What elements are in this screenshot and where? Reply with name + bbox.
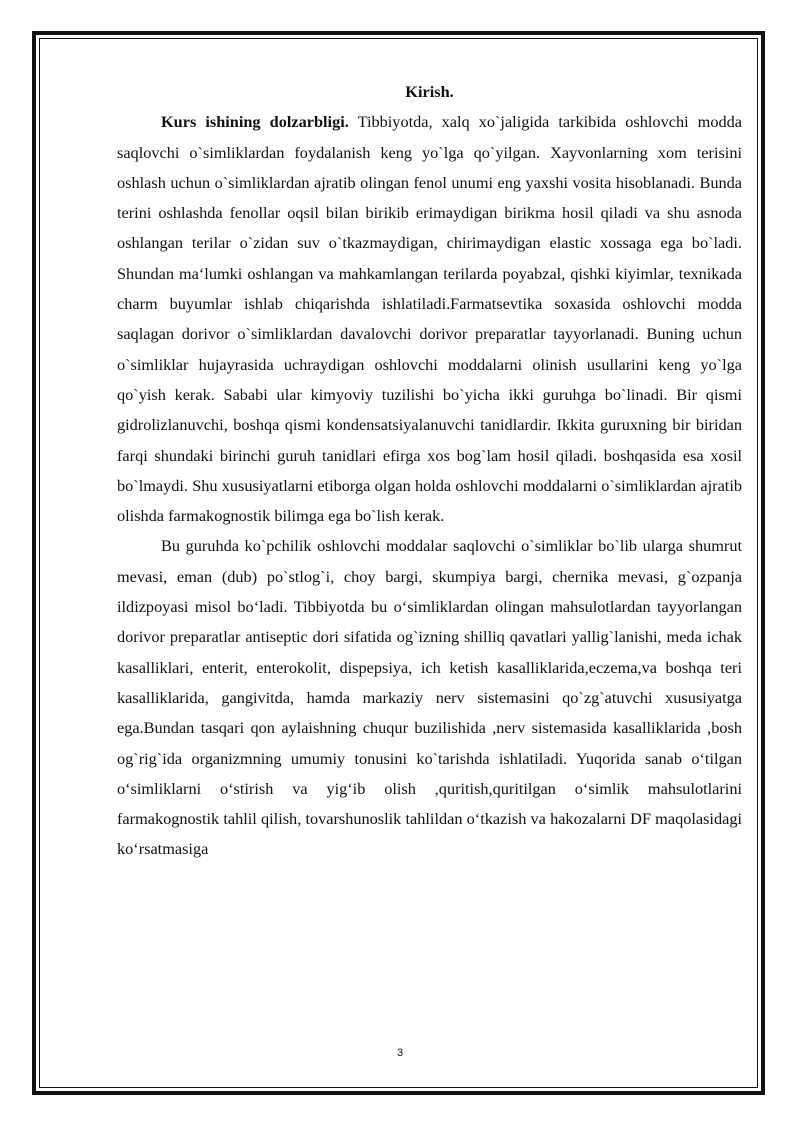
paragraph-1-text: Tibbiyotda, xalq xo`jaligida tarkibida oshlovchi modda saqlovchi o`simliklardan foydalanish keng yo`lga qo`yilgan. Xayvonlarning xom terisini oshlash uchun o`simliklardan ajratib olingan fenol unumi eng yaxshi vosita hisoblanadi. Bunda terini oshlashda fenollar oqsil bilan birikib erimaydigan birikma hosil qiladi va shu asnoda oshlangan terilar o`zidan suv o`tkazmaydigan, chirimaydigan elastic xossaga ega bo`ladi. Shundan ma‘lumki oshlangan va mahkamlangan terilarda poyabzal, qishki kiyimlar, texnikada charm buyumlar ishlab chiqarishda ishlatiladi.Farmatsevtika soxasida oshlovchi modda saqlagan dorivor o`simliklardan davalovchi dorivor preparatlar tayyorlanadi. Buning uchun o`simliklar hujayrasida uchraydigan oshlovchi moddalarni olinish usullarini keng yo`lga qo`yish kerak. Sababi ular kimyoviy tuzilishi bo`yicha ikki guruhga bo`linadi. Bir qismi gidrolizlanuvchi, boshqa qismi kondensatsiyalanuvchi tanidlardir. Ikkita guruxning bir biridan farqi shundaki birinchi guruh tanidlari efirga xos bog`lam hosil qiladi. boshqasida esa xosil bo`lmaydi. Shu xususiyatlarni etiborga olgan holda oshlovchi moddalarni o`simliklardan ajratib olishda farmakognostik bilimga ega bo`lish kerak. [117, 112, 742, 526]
paragraph-2: Bu guruhda ko`pchilik oshlovchi moddalar saqlovchi o`simliklar bo`lib ularga shumrut mevasi, eman (dub) po`stlog`i, choy bargi, skumpiya bargi, chernika mevasi, g`ozpanja ildizpoyasi misol bo‘ladi. Tibbiyotda bu o‘simliklardan olingan mahsulotlardan tayyorlangan dorivor preparatlar antiseptic dori sifatida og`izning shilliq qavatlari yallig`lanishi, meda ichak kasalliklari, enterit, enterokolit, dispepsiya, ich ketish kasalliklarida,eczema,va boshqa teri kasalliklarida, gangivitda, hamda markaziy nerv sistemasini qo`zg`atuvchi xususiyatga ega.Bundan tasqari qon aylaishning chuqur buzilishida ,nerv sistemasida kasalliklarida ,bosh og`rig`ida organizmning umumiy tonusini ko`tarishda ishlatiladi. Yuqorida sanab o‘tilgan o‘simliklarni o‘stirish va yig‘ib olish ,quritish,quritilgan o‘simlik mahsulotlarini farmakognostik tahlil qilish, tovarshunoslik tahlildan o‘tkazish va hakozalarni DF maqolasidagi ko‘rsatmasiga [117, 536, 742, 859]
page-number: 3 [396, 1047, 404, 1059]
paragraph-1 [117, 107, 742, 531]
paragraph-1-lead: Kurs ishining dolzarbligi. [161, 112, 349, 132]
document-title: Kirish. [405, 82, 454, 101]
document-body [117, 77, 742, 865]
